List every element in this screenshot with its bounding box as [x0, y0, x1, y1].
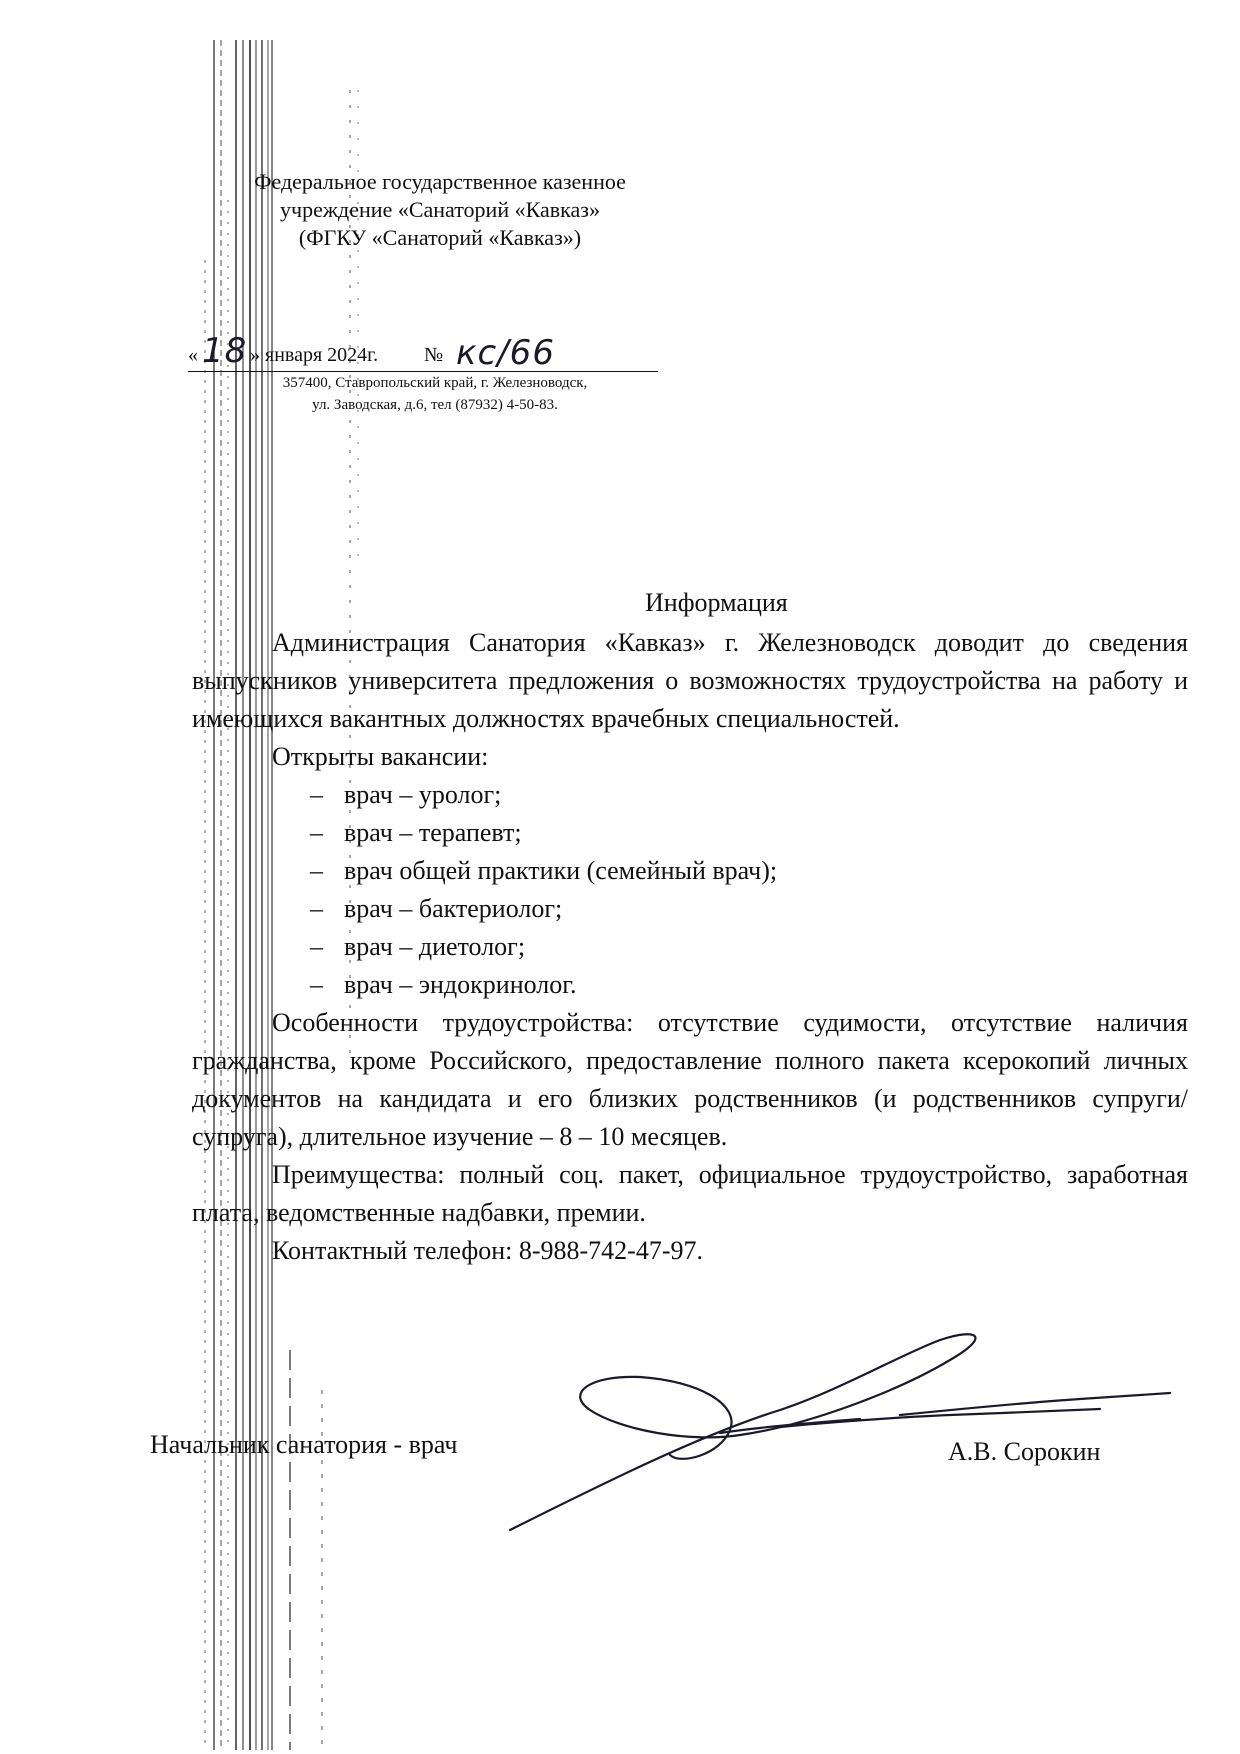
vacancies-list: [192, 776, 1188, 1004]
benefits-paragraph: Преимущества: полный соц. пакет, официальное трудоустройство, заработная плата, ведомственные надбавки, премии.: [192, 1160, 1188, 1227]
address-line-2: ул. Заводская, д.6, тел (87932) 4-50-83.: [312, 397, 558, 413]
number-label: №: [424, 344, 444, 366]
intro-paragraph: Администрация Санатория «Кавказ» г. Железноводск доводит до сведения выпускников университета предложения о возможностях трудоустройства на работу и имеющихся вакантных должностях врачебных специальностей.: [192, 628, 1188, 733]
date-open-quote: «: [188, 344, 198, 366]
list-item: – врач – бактериолог;: [310, 894, 563, 923]
handwritten-signature: [480, 1315, 1180, 1535]
signatory-name: А.В. Сорокин: [948, 1437, 1101, 1466]
signatory-position: Начальник санатория - врач: [150, 1430, 458, 1459]
list-item: – врач – эндокринолог.: [310, 970, 577, 999]
address-line-1: 357400, Ставропольский край, г. Железноводск,: [282, 375, 588, 391]
document-body: [192, 624, 1188, 1270]
features-paragraph: Особенности трудоустройства: отсутствие судимости, отсутствие наличия гражданства, кроме Российского, предоставление полного пакета ксерокопий личных документов на кандидата и его близких родственников (и родственников супруги/супруга), длительное изучение – 8 – 10 месяцев.: [192, 1008, 1188, 1151]
date-number-line: [188, 331, 658, 373]
vacancies-label: Открыты вакансии:: [272, 742, 489, 771]
contact-phone: Контактный телефон: 8-988-742-47-97.: [272, 1236, 703, 1265]
list-item: – врач общей практики (семейный врач);: [310, 856, 778, 885]
list-item: – врач – диетолог;: [310, 932, 526, 961]
organization-header: [190, 168, 690, 252]
list-item: – врач – уролог;: [310, 780, 502, 809]
date-month-year: » января 2024г.: [250, 344, 379, 366]
document-number-handwritten: кс/66: [456, 333, 555, 373]
org-name-line-3: (ФГКУ «Санаторий «Кавказ»): [298, 225, 582, 250]
organization-address: [225, 372, 645, 416]
org-name-line-1: Федеральное государственное казенное: [254, 169, 626, 194]
document-heading: Информация: [645, 588, 788, 617]
list-item: – врач – терапевт;: [310, 818, 522, 847]
date-day-handwritten: 18: [202, 331, 248, 371]
org-name-line-2: учреждение «Санаторий «Кавказ»: [280, 197, 600, 222]
